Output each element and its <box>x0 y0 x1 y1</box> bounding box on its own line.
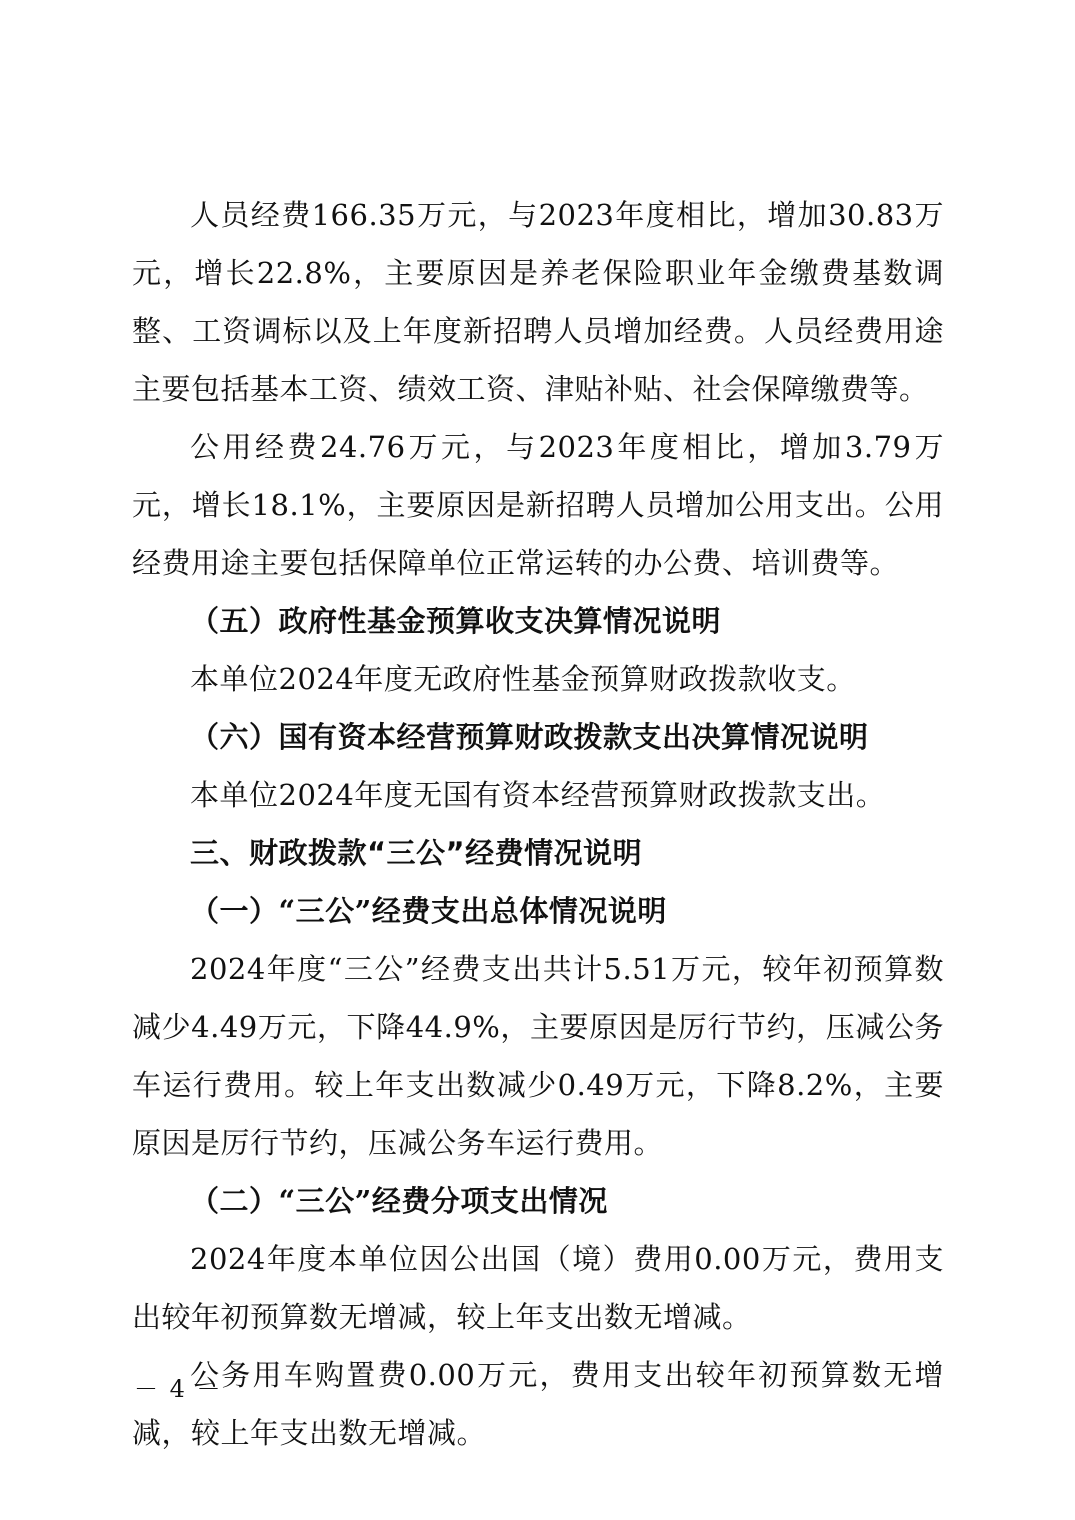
paragraph-public-expenses: 公用经费24.76万元，与2023年度相比，增加3.79万元，增长18.1%，主要原因是新招聘人员增加公用支出。公用经费用途主要包括保障单位正常运转的办公费、培训费等。 <box>132 430 944 580</box>
paragraph-personnel-expenses: 人员经费166.35万元，与2023年度相比，增加30.83万元，增长22.8%，主要原因是养老保险职业年金缴费基数调整、工资调标以及上年度新招聘人员增加经费。人员经费用途主要包括基本工资、绩效工资、津贴补贴、社会保障缴费等。 <box>132 198 944 406</box>
paragraph-three-public-overall: 2024年度“三公”经费支出共计5.51万元，较年初预算数减少4.49万元，下降44.9%，主要原因是厉行节约，压减公务车运行费用。较上年支出数减少0.49万元，下降8.2%，主要原因是厉行节约，压减公务车运行费用。 <box>132 952 944 1160</box>
section-heading-three-public: 三、财政拨款“三公”经费情况说明 <box>190 836 643 870</box>
subsection-heading-three-public-overall: （一）“三公”经费支出总体情况说明 <box>190 894 667 928</box>
paragraph-vehicle-purchase: 公务用车购置费0.00万元，费用支出较年初预算数无增减，较上年支出数无增减。 <box>132 1358 944 1450</box>
subsection-heading-three-public-itemized: （二）“三公”经费分项支出情况 <box>190 1184 608 1218</box>
paragraph-overseas-travel: 2024年度本单位因公出国（境）费用0.00万元，费用支出较年初预算数无增减，较上年支出数无增减。 <box>132 1242 944 1334</box>
section-heading-government-fund: （五）政府性基金预算收支决算情况说明 <box>190 604 722 638</box>
paragraph-government-fund: 本单位2024年度无政府性基金预算财政拨款收支。 <box>190 662 856 696</box>
section-heading-state-capital: （六）国有资本经营预算财政拨款支出决算情况说明 <box>190 720 869 754</box>
paragraph-state-capital: 本单位2024年度无国有资本经营预算财政拨款支出。 <box>190 778 886 812</box>
page-number: － 4 － <box>134 1375 223 1403</box>
document-body <box>132 186 944 1462</box>
